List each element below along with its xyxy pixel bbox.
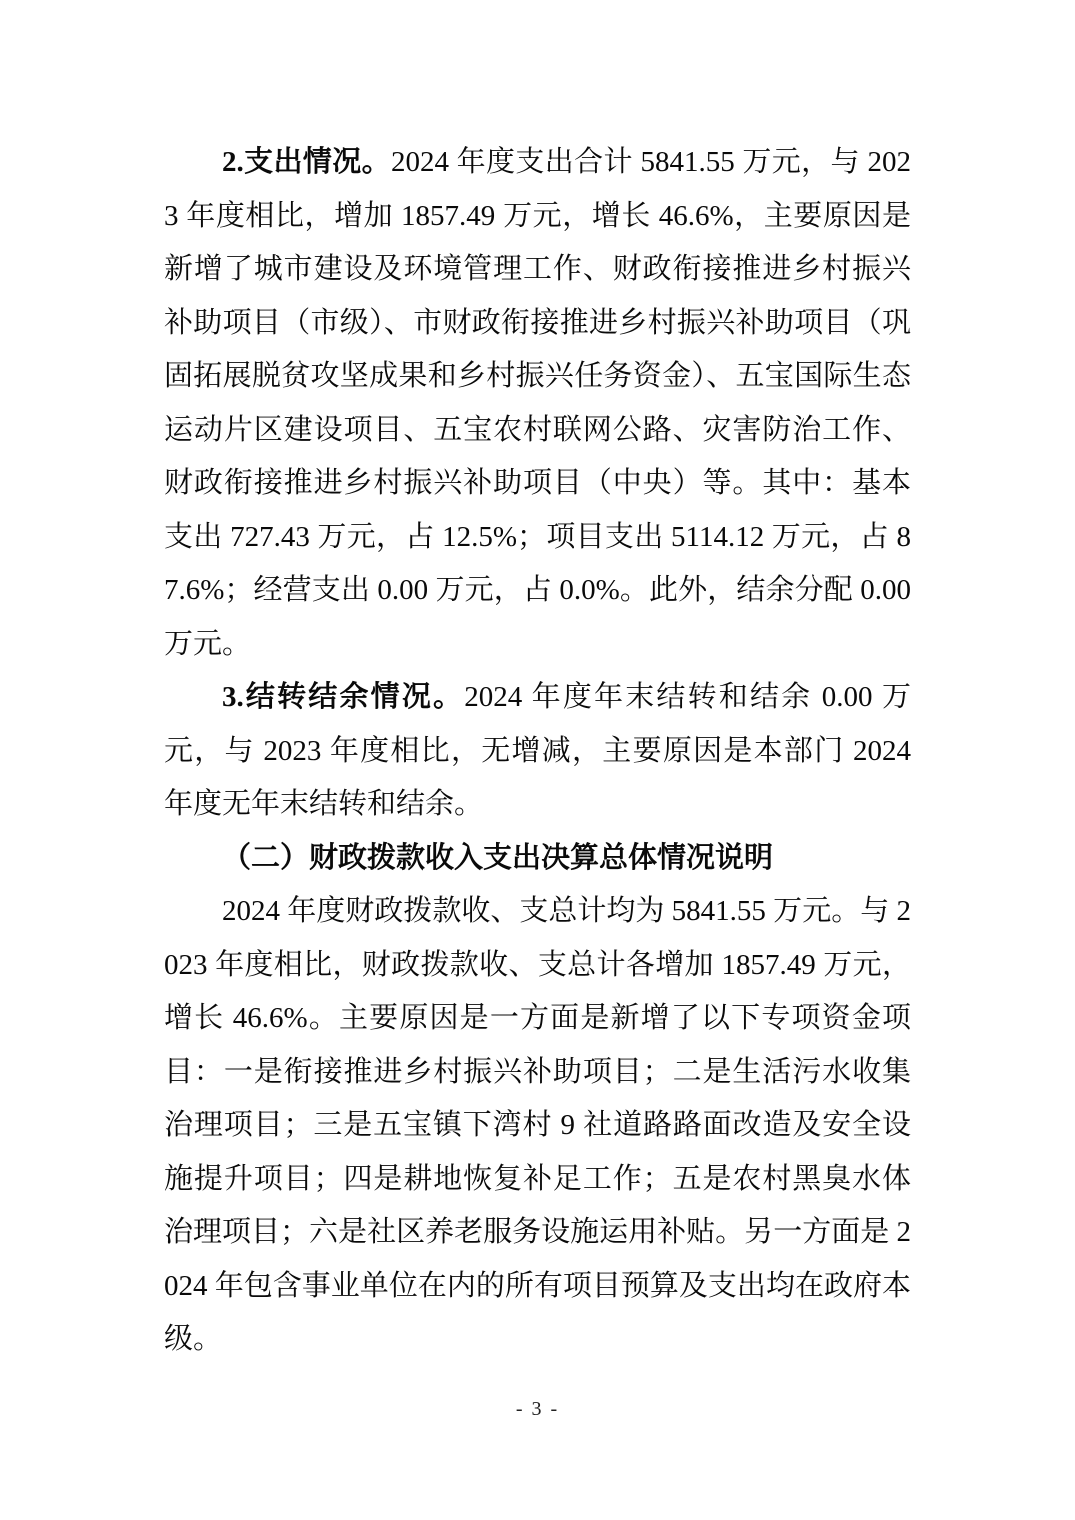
paragraph-expenditure (164, 136, 911, 671)
paragraph-fiscal-appropriation: 2024 年度财政拨款收、支总计均为 5841.55 万元。与 2023 年度相比，财政拨款收、支总计各增加 1857.49 万元，增长 46.6%。主要原因是一方面是新增了以下专项资金项目：一是衔接推进乡村振兴补助项目；二是生活污水收集治理项目；三是五宝镇下湾村 9 社道路路面改造及安全设施提升项目；四是耕地恢复补足工作；五是农村黑臭水体治理项目；六是社区养老服务设施运用补贴。另一方面是 2024 年包含事业单位在内的所有项目预算及支出均在政府本级。 (164, 895, 911, 1355)
document-body (164, 136, 911, 1367)
paragraph-expenditure-lead: 2.支出情况。 (222, 146, 391, 178)
paragraph-carryover (164, 671, 911, 832)
page-number: - 3 - (515, 1398, 560, 1420)
paragraph-carryover-text: 2024 年度年末结转和结余 0.00 万元，与 2023 年度相比，无增减，主要原因是本部门 2024 年度无年末结转和结余。 (164, 681, 911, 820)
paragraph-carryover-lead: 3.结转结余情况。 (222, 681, 465, 713)
section-heading-fiscal-appropriation: （二）财政拨款收入支出决算总体情况说明 (222, 841, 774, 874)
paragraph-expenditure-text: 2024 年度支出合计 5841.55 万元，与 2023 年度相比，增加 1857.49 万元，增长 46.6%，主要原因是新增了城市建设及环境管理工作、财政衔接推进乡村振兴补助项目（市级）、市财政衔接推进乡村振兴补助项目（巩固拓展脱贫攻坚成果和乡村振兴任务资金）、五宝国际生态运动片区建设项目、五宝农村联网公路、灾害防治工作、财政衔接推进乡村振兴补助项目（中央）等。其中：基本支出 727.43 万元，占 12.5%；项目支出 5114.12 万元，占 87.6%；经营支出 0.00 万元，占 0.0%。此外，结余分配 0.00 万元。 (164, 146, 911, 660)
